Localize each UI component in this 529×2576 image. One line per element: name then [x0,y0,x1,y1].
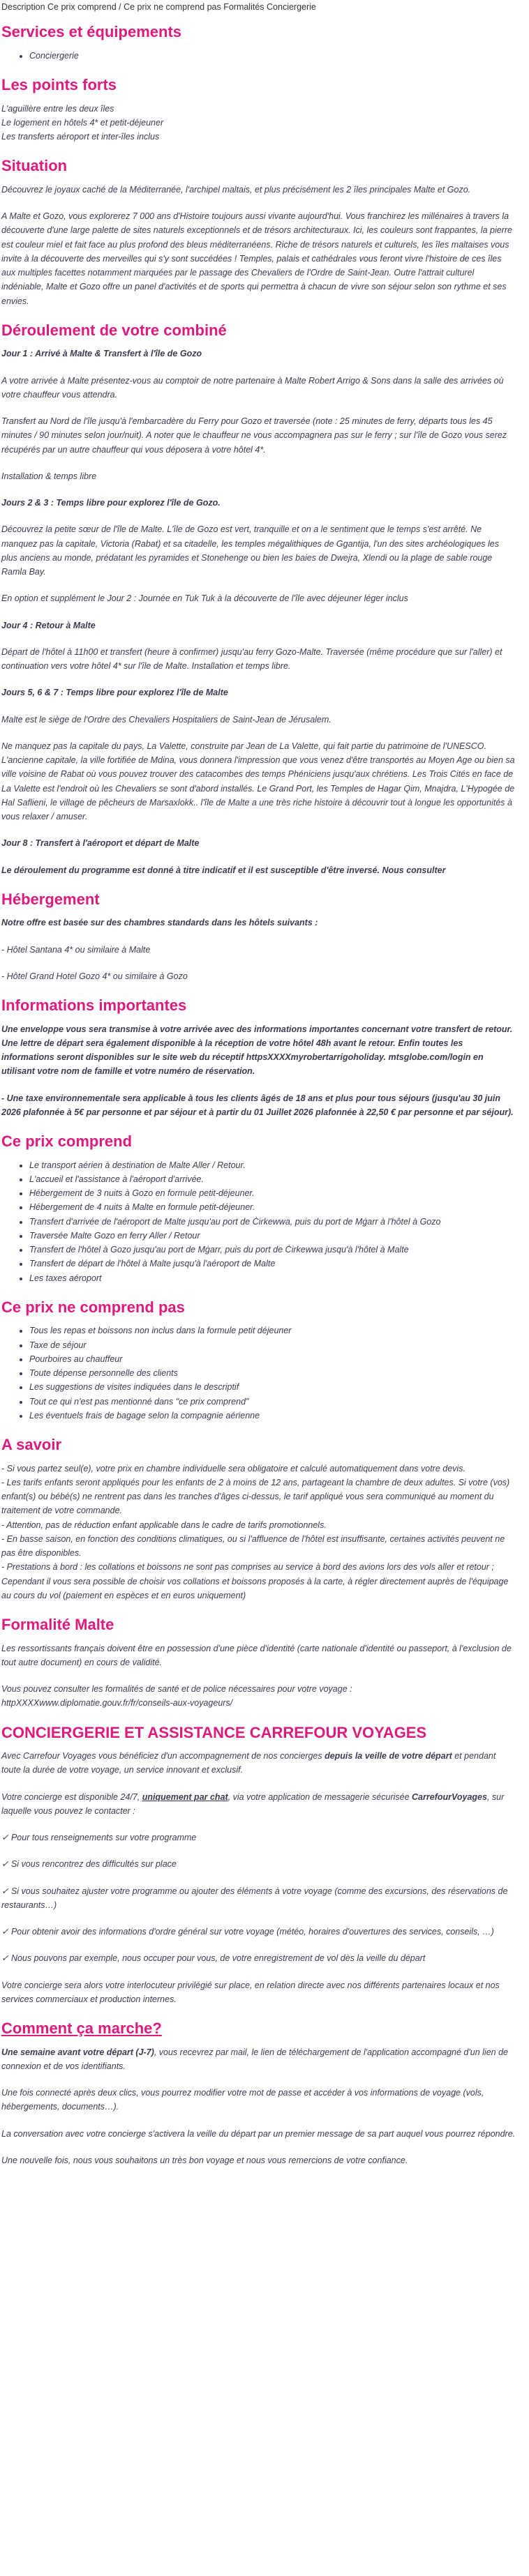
comment-paragraph: Une fois connecté après deux clics, vous pourrez modifier votre mot de passe et accéder à vos informations de voyage (vols, hébergements, documents…). [1,2088,484,2112]
list-item: • Le transport aérien à destination de Malte Aller / Retour. [29,1158,516,1172]
text-span-bold: depuis la veille de votre départ [325,1751,452,1761]
text-span: , via votre application de messagerie sécurisée [228,1791,412,1802]
deroulement-title: Déroulement de votre combiné [1,321,227,339]
list-item: • Transfert de l'hôtel à Gozo jusqu'au port de Mġarr, puis du port de Ċirkewwa jusqu'à l'hôtel à Malte [29,1243,516,1257]
situation-paragraph: A Malte et Gozo, vous explorerez 7 000 ans d'Histoire toujours aussi vivante aujourd'hui. Vous franchirez les millénaires à travers la découverte d'une large palette de sites naturels exceptionnels et de trésors architecturaux. Ici, les couleurs sont frappantes, la pierre est couleur miel et fait face au plus profond des bleus méditerranéens. Riche de trésors naturels et culturels, les îles maltaises vous invite à la découverte des merveilles qui s'y sont succédées ! Temples, palais et cathédrales vous feront vivre l'histoire de ces îles aux multiples facettes notamment marquées par le passage des Chevaliers de l'Ordre de Saint-Jean. Outre l'attrait culturel indéniable, Malte et Gozo offre un panel d'activités et de sports qui permettra à chacun de vivre son séjour selon son rythme et ses envies. [1,211,512,306]
informations-paragraph: Une enveloppe vous sera transmise à votre arrivée avec des informations importantes concernant votre transfert de retour. Une lettre de départ sera également disponible à la réception de votre hôtel 48h avant le retour. Enfin toutes les informations seront disponibles sur le site web du réceptif httpsXXXXmyrobertarrigoholiday. mtsglobe.com/login en utilisant votre nom de famille et votre numéro de réservation. [1,1024,513,1077]
services-title: Services et équipements [1,23,182,41]
formalite-link-block [1,1682,516,1711]
a-savoir-item: - Attention, pas de réduction enfant applicable dans le cadre de tarifs promotionnels. [1,1520,327,1530]
day-paragraph: Ne manquez pas la capitale du pays, La Valette, construite par Jean de La Valette, qui fait partie du patrimoine de l'UNESCO. L'ancienne capitale, la ville fortifiée de Mdina, vous donnera l'impression que vous venez d'être transportés au Moyen Age ou bien sa ville voisine de Rabat où vous pouvez trouver des catacombes des temps Phéniciens jusqu'aux chrétiens. Les Trois Cités en face de La Valette est l'endroit où les Chevaliers se sont d'abord installés. Le Grand Port, les Temples de Hagar Qim, Mnajdra, L'Hypogée de Hal Saflieni, le village de pêcheurs de Marsaxlokk.. l'île de Malte a une très riche histoire à découvrir tout à longue les opportunités à vous relaxer / amuser. [1,741,515,821]
list-item: L'aguillère entre les deux îles [1,103,114,114]
list-item: Le logement en hôtels 4* et petit-déjeuner [1,117,164,128]
informations-title: Informations importantes [1,997,187,1014]
text-span: , sur laquelle vous pouvez le contacter : [1,1791,505,1816]
program-note: Le déroulement du programme est donné à titre indicatif et il est susceptible d'être inversé. Nous consulter [1,865,446,875]
conciergerie-paragraph: Votre concierge sera alors votre interlocuteur privilégié sur place, en relation directe avec nos différents partenaires locaux et nos services commerciaux et production internes. [1,1980,500,2004]
a-savoir-title: A savoir [1,1436,62,1453]
a-savoir-item: - Si vous partez seul(e), votre prix en chambre individuelle sera obligatoire et calculé automatiquement dans votre devis. [1,1463,465,1473]
formalite-paragraph: Vous pouvez consulter les formalités de santé et de police nécessaires pour votre voyage : [1,1684,352,1694]
day-paragraph: A votre arrivée à Malte présentez-vous au comptoir de notre partenaire à Malte Robert Arrigo & Sons dans la salle des arrivées où votre chauffeur vous attendra. [1,375,504,400]
situation-paragraph: Découvrez le joyaux caché de la Méditerranée, l'archipel maltais, et plus précisément les 2 îles principales Malte et Gozo. [1,184,471,195]
day-paragraph: Transfert au Nord de l'île jusqu'à l'embarcadère du Ferry pour Gozo et traversée (note : 25 minutes de ferry, départs tous les 45 minutes / 90 minutes selon jour/nuit). A noter que le chauffeur ne vous accompagnera pas sur le ferry ; sur l'île de Gozo vous serez récupérés par un autre chauffeur qui vous déposera à votre hôtel 4*. [1,416,507,455]
hotel-item: - Hôtel Santana 4* ou similaire à Malte [1,944,151,955]
day-paragraph: Malte est le siège de l'Ordre des Chevaliers Hospitaliers de Saint-Jean de Jérusalem. [1,714,331,725]
day-title: Jours 2 & 3 : Temps libre pour explorez l'île de Gozo. [1,498,221,508]
text-span-bold: CarrefourVoyages [412,1791,487,1802]
conciergerie-paragraph [1,1790,516,1819]
list-item: • Les taxes aéroport [29,1271,516,1285]
list-item: • Taxe de séjour [29,1338,516,1352]
day-title: Jour 1 : Arrivé à Malte & Transfert à l'île de Gozo [1,349,202,359]
list-item: • Traversée Malte Gozo en ferry Aller / Retour [29,1229,516,1243]
text-span-bold: Une semaine avant votre départ (J-7) [1,2047,154,2057]
check-item: ✓ Nous pouvons par exemple, nous occuper pour vous, de votre enregistrement de vol dès la veille du départ [1,1953,426,1964]
situation-title: Situation [1,157,68,175]
list-item: • Conciergerie [29,49,516,63]
day-paragraph: Départ de l'hôtel à 11h00 et transfert (heure à confirmer) jusqu'au ferry Gozo-Malte. Traversée (même procédure que sur l'aller) et continuation vers votre hôtel 4* sur l'île de Malte. Installation et temps libre. [1,646,502,671]
day-title: Jours 5, 6 & 7 : Temps libre pour explorez l'île de Malte [1,688,228,698]
list-item: • Tous les repas et boissons non inclus dans la formule petit déjeuner [29,1324,516,1338]
comprend-list [1,1158,516,1285]
a-savoir-lines [1,1462,516,1603]
comment-title: Comment ça marche? [1,2020,162,2037]
points-forts-title: Les points forts [1,76,117,93]
list-item: • Pourboires au chauffeur [29,1352,516,1366]
list-item: Les transferts aéroport et inter-îles inclus [1,132,160,142]
day-title: Jour 8 : Transfert à l'aéroport et départ de Malte [1,838,200,849]
a-savoir-item: - En basse saison, en fonction des conditions climatiques, ou si l'affluence de l'hôtel est insuffisante, certaines activités peuvent ne pas être disponibles. [1,1533,505,1558]
check-item: ✓ Pour obtenir avoir des informations d'ordre général sur votre voyage (météo, horaires d'ouvertures des services, conseils, …) [1,1927,494,1937]
a-savoir-item: - Les tarifs enfants seront appliqués pour les enfants de 2 à moins de 12 ans, partageant la chambre de deux adultes. Si votre (vos) enfant(s) ou bébé(s) ne rentrent pas dans les tranches d'âges ci-dessus, le tarif appliqué vous sera communiqué au moment du traitement de votre commande. [1,1477,510,1516]
text-span: Votre concierge est disponible 24/7, [1,1791,142,1802]
list-item: • Toute dépense personnelle des clients [29,1366,516,1380]
comprend-title: Ce prix comprend [1,1132,133,1150]
list-item: • Transfert de départ de l'hôtel à Malte jusqu'à l'aéroport de Malte [29,1257,516,1271]
check-item: ✓ Si vous rencontrez des difficultés sur place [1,1859,177,1870]
a-savoir-item: - Prestations à bord : les collations et boissons ne sont pas comprises au service à bord des avions lors des vols aller et retour ; Cependant il vous sera possible de choisir vos collations et boissons proposés à la carte, à régler directement auprès de l'équipage au cours du vol (paiement en espèces et en euros uniquement) [1,1562,509,1600]
comment-paragraph: La conversation avec votre concierge s'activera la veille du départ par un premier message de sa part auquel vous pourrez répondre. [1,2128,516,2139]
hebergement-intro: Notre offre est basée sur des chambres standards dans les hôtels suivants : [1,918,318,928]
text-span: , vous recevrez par mail, le lien de téléchargement de l'application accompagné d'un lien de connexion et de vos identifiants. [1,2047,508,2071]
text-span: et pendant toute la durée de votre voyage, un service innovant et exclusif. [1,1751,496,1775]
formalite-paragraph: Les ressortissants français doivent être en possession d'une pièce d'identité (carte nationale d'identité ou passeport, à l'exclusion de tout autre document) en cours de validité. [1,1643,512,1667]
list-item: • Hébergement de 4 nuits à Malte en formule petit-déjeuner. [29,1200,516,1214]
list-item: • Hébergement de 3 nuits à Gozo en formule petit-déjeuner. [29,1186,516,1200]
hebergement-title: Hébergement [1,890,100,908]
formalite-title: Formalité Malte [1,1616,114,1633]
informations-paragraph: - Une taxe environnementale sera applicable à tous les clients âgés de 18 ans et plus pour tous séjours (jusqu'au 30 juin 2026 plafonnée à 5€ par personne et par séjour et à partir du 01 Juillet 2026 plafonnée à 22,50 € par personne et par séjour). [1,1093,514,1117]
formalite-link[interactable]: httpXXXXwww.diplomatie.gouv.fr/fr/conseils-aux-voyageurs/ [1,1698,233,1709]
day-paragraph: Installation & temps libre [1,471,97,481]
day-paragraph: Découvrez la petite sœur de l'île de Malte. L'île de Gozo est vert, tranquille et on a le sentiment que le temps s'est arrêté. Ne manquez pas la capitale, Victoria (Rabat) et sa citadelle, les temples mégalithiques de Ggantija, l'un des sites archéologiques les plus anciens au monde, prédatant les pyramides et Stonehenge ou bien les baies de Dwejra, Xlendi ou la plage de sable rouge Ramla Bay. [1,524,499,577]
conciergerie-paragraph [1,1749,516,1778]
comment-paragraph [1,2045,516,2074]
text-span-underline: uniquement par chat [142,1791,228,1802]
ne-comprend-title: Ce prix ne comprend pas [1,1298,185,1316]
list-item: • L'accueil et l'assistance à l'aéroport d'arrivée. [29,1172,516,1186]
comment-paragraph: Une nouvelle fois, nous vous souhaitons un très bon voyage et nous vous remercions de votre confiance. [1,2155,408,2165]
check-item: ✓ Pour tous renseignements sur votre programme [1,1833,197,1842]
description-line: Description Ce prix comprend / Ce prix ne comprend pas Formalités Conciergerie [1,2,316,12]
list-item: • Les suggestions de visites indiquées dans le descriptif [29,1380,516,1394]
day-title: Jour 4 : Retour à Malte [1,620,96,630]
list-item: • Les éventuels frais de bagage selon la compagnie aérienne [29,1409,516,1423]
services-list [1,49,516,63]
conciergerie-title: CONCIERGERIE ET ASSISTANCE CARREFOUR VOYAGES [1,1723,427,1741]
list-item: • Tout ce qui n'est pas mentionné dans "ce prix comprend" [29,1395,516,1409]
day-paragraph: En option et supplément le Jour 2 : Journée en Tuk Tuk à la découverte de l'île avec déjeuner léger inclus [1,593,408,604]
text-span: Avec Carrefour Voyages vous bénéficiez d'un accompagnement de nos concierges [1,1751,325,1761]
ne-comprend-list [1,1324,516,1423]
list-item: • Transfert d'arrivée de l'aéroport de Malte jusqu'au port de Ċirkewwa, puis du port de Mġarr à l'hôtel à Gozo [29,1215,516,1229]
hotel-item: - Hôtel Grand Hotel Gozo 4* ou similaire à Gozo [1,971,188,981]
check-item: ✓ Si vous souhaitez ajuster votre programme ou ajouter des éléments à votre voyage (comme des excursions, des réservations de restaurants…) [1,1886,508,1910]
points-forts-lines [1,102,516,144]
